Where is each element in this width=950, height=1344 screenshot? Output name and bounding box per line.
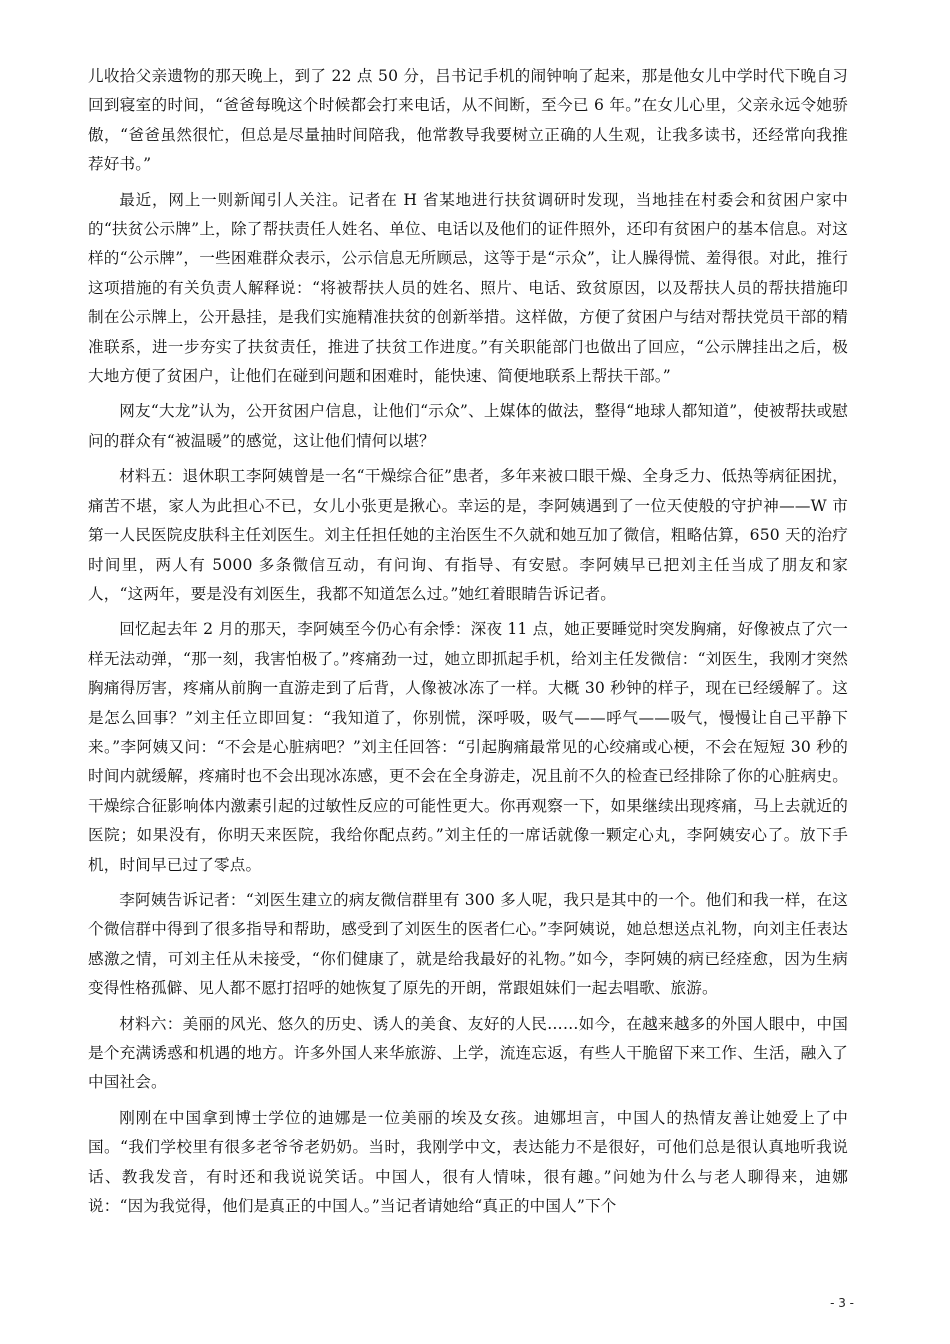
paragraph-6: 李阿姨告诉记者：“刘医生建立的病友微信群里有 300 多人呢，我只是其中的一个。他们和我一样，在这个微信群中得到了很多指导和帮助，感受到了刘医生的医者仁心。”李阿姨说，她总想送点礼物，向刘主任表达感激之情，可刘主任从未接受，“你们健康了，就是给我最好的礼物。”如今，李阿姨的病已经痊愈，因为生病变得性格孤僻、见人都不愿打招呼的她恢复了原先的开朗，常跟姐妹们一起去唱歌、旅游。 [88, 890, 848, 998]
paragraph-4: 材料五：退休职工李阿姨曾是一名“干燥综合征”患者，多年来被口眼干燥、全身乏力、低热等病征困扰，痛苦不堪，家人为此担心不已，女儿小张更是揪心。幸运的是，李阿姨遇到了一位天使般的守护神——W 市第一人民医院皮肤科主任刘医生。刘主任担任她的主治医生不久就和她互加了微信，粗略估算，650 天的治疗时间里，两人有 5000 多条微信互动，有问询、有指导、有安慰。李阿姨早已把刘主任当成了朋友和家人，“这两年，要是没有刘医生，我都不知道怎么过。”她红着眼睛告诉记者。 [88, 467, 848, 603]
paragraph-3: 网友“大龙”认为，公开贫困户信息，让他们“示众”、上媒体的做法，整得“地球人都知道”，使被帮扶或慰问的群众有“被温暖”的感觉，这让他们情何以堪？ [88, 402, 848, 450]
page-number: - 3 - [830, 1296, 854, 1310]
paragraph-7: 材料六：美丽的风光、悠久的历史、诱人的美食、友好的人民……如今，在越来越多的外国人眼中，中国是个充满诱惑和机遇的地方。许多外国人来华旅游、上学，流连忘返，有些人干脆留下来工作、生活，融入了中国社会。 [88, 1014, 848, 1092]
paragraph-1: 儿收拾父亲遗物的那天晚上，到了 22 点 50 分，吕书记手机的闹钟响了起来，那是他女儿中学时代下晚自习回到寝室的时间，“爸爸每晚这个时候都会打来电话，从不间断，至今已 6 年。”在女儿心里，父亲永远令她骄傲，“爸爸虽然很忙，但总是尽量抽时间陪我，他常教导我要树立正确的人生观，让我多读书，还经常向我推荐好书。” [88, 67, 848, 174]
document-body [88, 62, 848, 1227]
paragraph-2: 最近，网上一则新闻引人关注。记者在 H 省某地进行扶贫调研时发现，当地挂在村委会和贫困户家中的“扶贫公示牌”上，除了帮扶责任人姓名、单位、电话以及他们的证件照外，还印有贫困户的基本信息。对这样的“公示牌”，一些困难群众表示，公示信息无所顾忌，这等于是“示众”，让人臊得慌、羞得很。对此，推行这项措施的有关负责人解释说：“将被帮扶人员的姓名、照片、电话、致贫原因，以及帮扶人员的帮扶措施印制在公示牌上，公开悬挂，是我们实施精准扶贫的创新举措。这样做，方便了贫困户与结对帮扶党员干部的精准联系，进一步夯实了扶贫责任，推进了扶贫工作进度。”有关职能部门也做出了回应，“公示牌挂出之后，极大地方便了贫困户，让他们在碰到问题和困难时，能快速、简便地联系上帮扶干部。” [88, 190, 848, 386]
paragraph-8: 刚刚在中国拿到博士学位的迪娜是一位美丽的埃及女孩。迪娜坦言，中国人的热情友善让她爱上了中国。“我们学校里有很多老爷爷老奶奶。当时，我刚学中文，表达能力不是很好，可他们总是很认真地听我说话、教我发音，有时还和我说说笑话。中国人，很有人情味，很有趣。”问她为什么与老人聊得来，迪娜说：“因为我觉得，他们是真正的中国人。”当记者请她给“真正的中国人”下个 [88, 1108, 848, 1216]
paragraph-5: 回忆起去年 2 月的那天，李阿姨至今仍心有余悸：深夜 11 点，她正要睡觉时突发胸痛，好像被点了穴一样无法动弹，“那一刻，我害怕极了。”疼痛劲一过，她立即抓起手机，给刘主任发微信：“刘医生，我刚才突然胸痛得厉害，疼痛从前胸一直游走到了后背，人像被冰冻了一样。大概 30 秒钟的样子，现在已经缓解了。这是怎么回事？”刘主任立即回复：“我知道了，你别慌，深呼吸，吸气——呼气——吸气，慢慢让自己平静下来。”李阿姨又问：“不会是心脏病吧？”刘主任回答：“引起胸痛最常见的心绞痛或心梗，不会在短短 30 秒的时间内就缓解，疼痛时也不会出现冰冻感，更不会在全身游走，况且前不久的检查已经排除了你的心脏病史。干燥综合征影响体内激素引起的过敏性反应的可能性更大。你再观察一下，如果继续出现疼痛，马上去就近的医院；如果没有，你明天来医院，我给你配点药。”刘主任的一席话就像一颗定心丸，李阿姨安心了。放下手机，时间早已过了零点。 [88, 620, 848, 874]
